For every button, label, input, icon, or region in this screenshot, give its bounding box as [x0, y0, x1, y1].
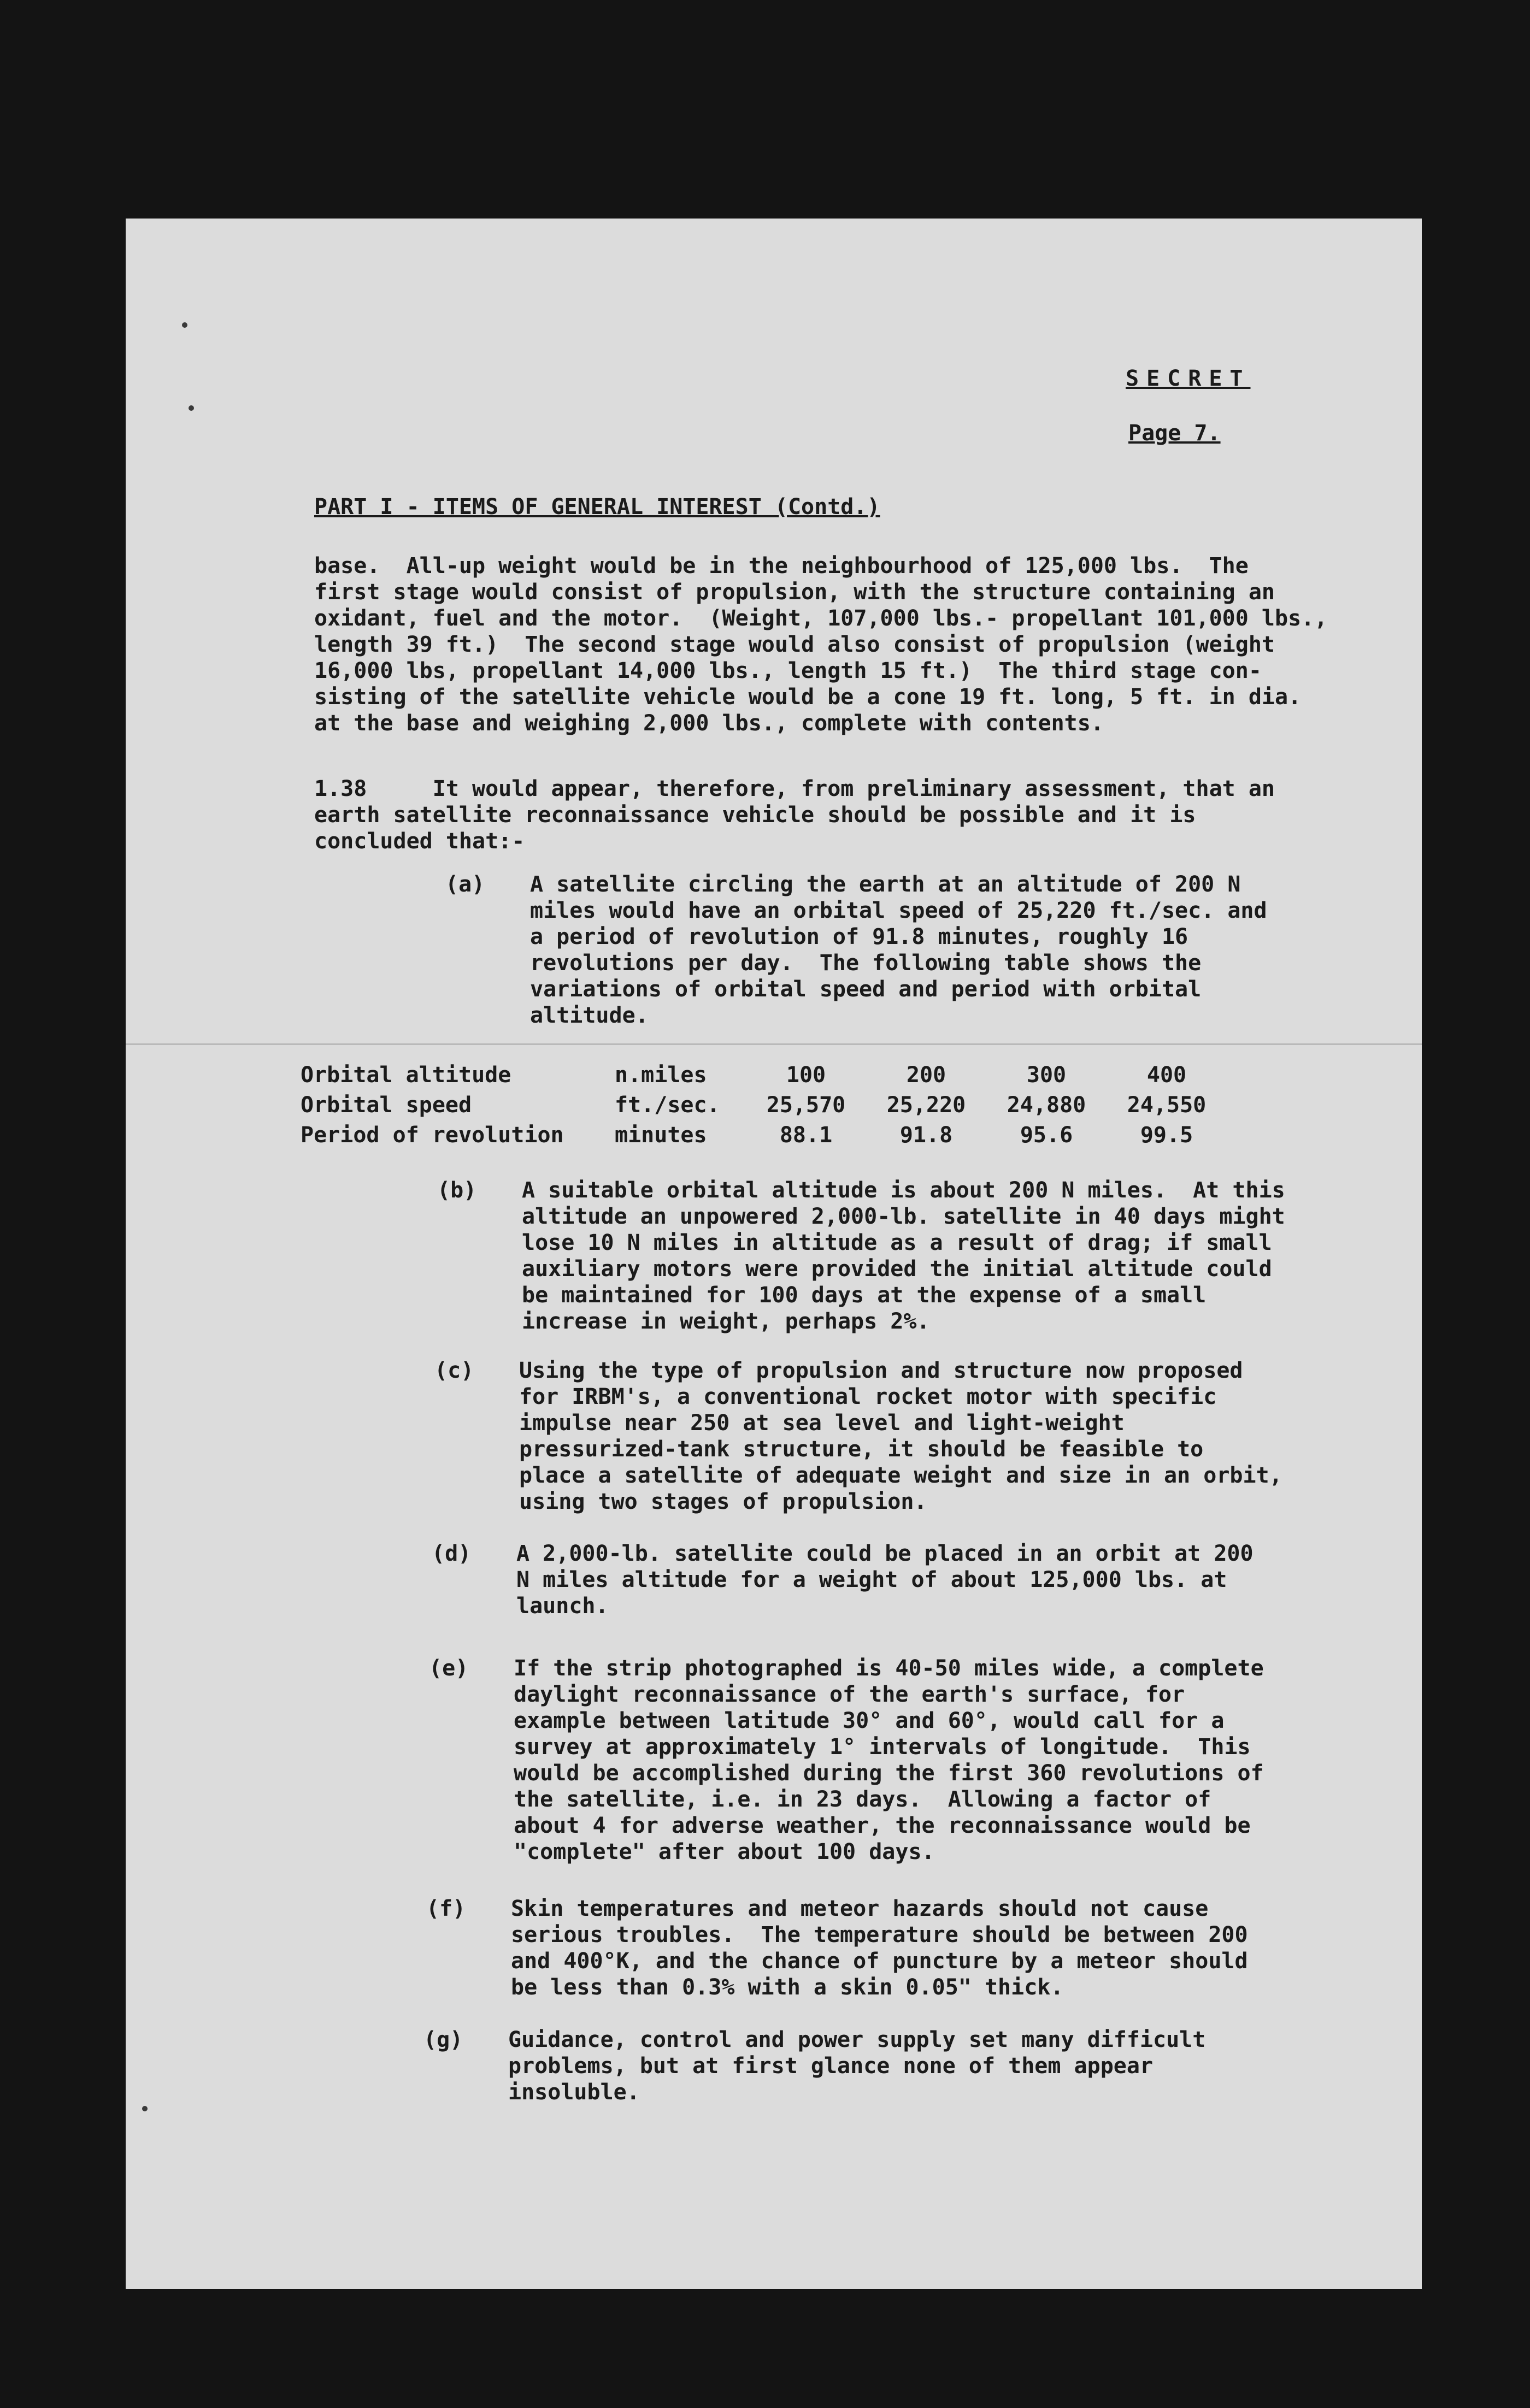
item-label: (c) — [434, 1358, 474, 1383]
table-cell: 100 — [786, 1063, 826, 1088]
table-cell: 25,570 — [766, 1093, 846, 1118]
part-heading: PART I - ITEMS OF GENERAL INTEREST (Contd.) — [314, 494, 880, 520]
row-unit: n.miles — [615, 1063, 707, 1088]
item-label: (d) — [432, 1541, 472, 1566]
table-row — [301, 1093, 1227, 1123]
item-text: A satellite circling the earth at an altitude of 200 N miles would have an orbital speed of 25,220 ft./sec. and a period of revolution of 91.8 minutes, roughly 16 revolutions per day. The following table shows the variations of orbital speed and period with orbital altitude. — [530, 872, 1267, 1028]
document-page — [126, 219, 1422, 2289]
table-cell: 300 — [1026, 1063, 1067, 1088]
intro-paragraph: base. All-up weight would be in the neighbourhood of 125,000 lbs. The first stage would consist of propulsion, with the structure containing an oxidant, fuel and the motor. (Weight, 107,000 lbs.- propellant 101,000 lbs., length 39 ft.) The second stage would also consist of propulsion (weight 16,000 lbs, propellant 14,000 lbs., length 15 ft.) The third stage con- sisting of the satellite vehicle would be a cone 19 ft. long, 5 ft. in dia. at the base and weighing 2,000 lbs., complete with contents. — [314, 553, 1328, 736]
table-row — [301, 1123, 1227, 1153]
scan-speck — [182, 322, 187, 328]
table-cell: 200 — [906, 1063, 946, 1088]
orbital-parameters-table — [301, 1063, 1227, 1153]
item-text: Skin temperatures and meteor hazards should not cause serious troubles. The temperature should be between 200 and 400°K, and the chance of puncture by a meteor should be less than 0.3% with a skin 0.05" thick. — [511, 1896, 1248, 2000]
table-cell: 24,550 — [1127, 1093, 1207, 1118]
item-text: If the strip photographed is 40-50 miles wide, a complete daylight reconnaissance of the earth's surface, for example between latitude 30° and 60°, would call for a survey at approximately 1° intervals of longitude. This would be accomplished during the first 360 revolutions of the satellite, i.e. in 23 days. Allowing a factor of about 4 for adverse weather, the reconnaissance would be "complete" after about 100 days. — [514, 1656, 1264, 1864]
paragraph-1-38: 1.38 It would appear, therefore, from preliminary assessment, that an earth satellite reconnaissance vehicle should be possible and it is concluded that:- — [314, 776, 1275, 854]
item-text: A 2,000-lb. satellite could be placed in an orbit at 200 N miles altitude for a weight of about 125,000 lbs. at launch. — [516, 1541, 1254, 1619]
table-row — [301, 1063, 1227, 1093]
row-label: Orbital altitude — [301, 1063, 511, 1088]
item-label: (f) — [426, 1896, 466, 1921]
classification-marking: SECRET — [1126, 366, 1251, 391]
table-cell: 24,880 — [1007, 1093, 1086, 1118]
table-cell: 95.6 — [1020, 1123, 1073, 1148]
fold-line — [126, 1043, 1422, 1045]
table-cell: 99.5 — [1140, 1123, 1193, 1148]
item-label: (g) — [423, 2027, 463, 2052]
table-cell: 25,220 — [886, 1093, 966, 1118]
item-label: (b) — [437, 1178, 477, 1203]
table-cell: 400 — [1146, 1063, 1187, 1088]
item-text: A suitable orbital altitude is about 200 N miles. At this altitude an unpowered 2,000-lb. satellite in 40 days might lose 10 N miles in altitude as a result of drag; if small auxiliary motors were provided the initial altitude could be maintained for 100 days at the expense of a small increase in weight, perhaps 2%. — [522, 1178, 1285, 1334]
scan-speck — [189, 405, 194, 411]
row-label: Period of revolution — [301, 1123, 564, 1148]
item-label: (a) — [445, 872, 485, 897]
scan-speck — [142, 2106, 148, 2111]
row-unit: ft./sec. — [615, 1093, 720, 1118]
table-cell: 91.8 — [899, 1123, 953, 1148]
row-unit: minutes — [615, 1123, 707, 1148]
item-label: (e) — [429, 1656, 469, 1681]
row-label: Orbital speed — [301, 1093, 472, 1118]
table-cell: 88.1 — [779, 1123, 833, 1148]
item-text: Guidance, control and power supply set many difficult problems, but at first glance none of them appear insoluble. — [508, 2027, 1206, 2105]
page-number: Page 7. — [1128, 421, 1221, 446]
item-text: Using the type of propulsion and structure now proposed for IRBM's, a conventional rocket motor with specific impulse near 250 at sea level and light-weight pressurized-tank structure, it should be feasible to place a satellite of adequate weight and size in an orbit, using two stages of propulsion. — [519, 1358, 1282, 1514]
